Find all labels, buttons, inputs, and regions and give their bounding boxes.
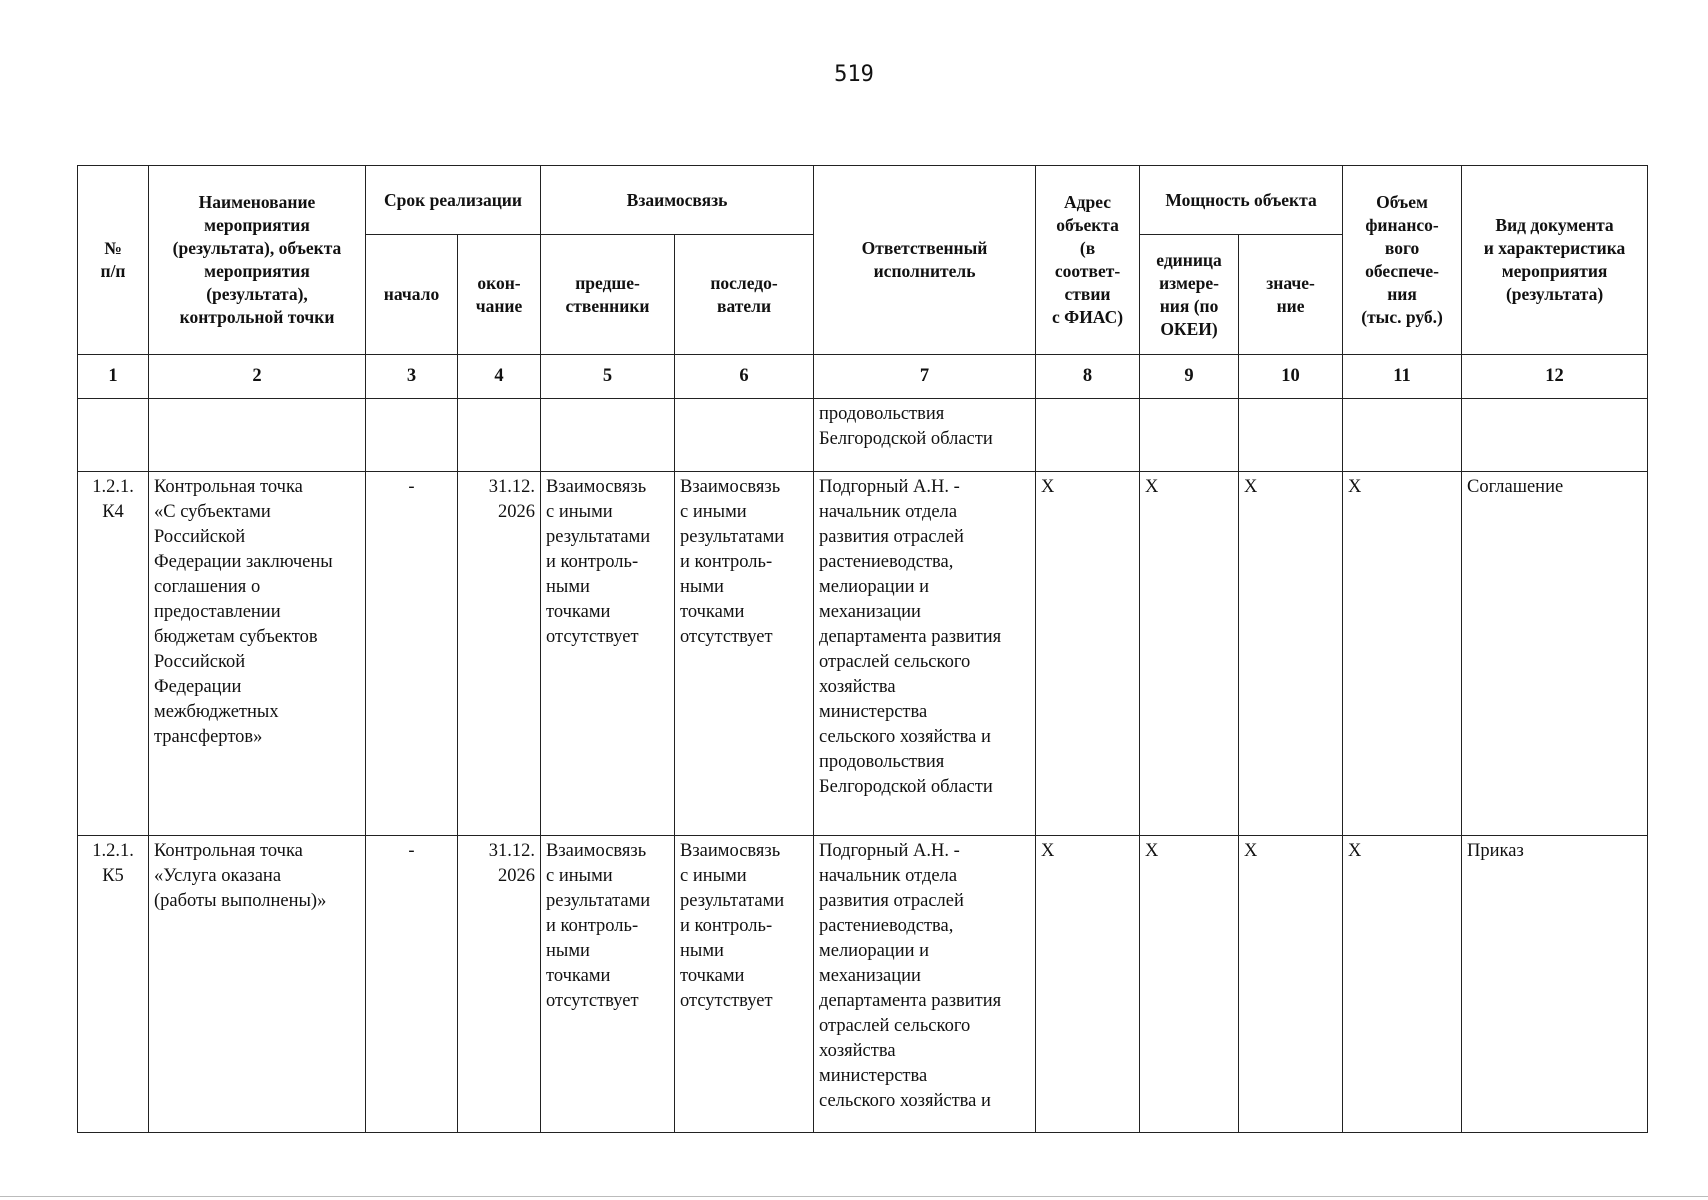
- column-number: 5: [541, 355, 675, 399]
- header-col-document: Вид документа и характеристика мероприятия (результата): [1462, 166, 1648, 355]
- cell-executor: Подгорный А.Н. - начальник отдела развития отраслей растениеводства, мелиорации и механизации департамента развития отраслей сельского хозяйства министерства сельского хозяйства и: [814, 836, 1036, 1133]
- column-number: 11: [1343, 355, 1462, 399]
- cell-end: 31.12. 2026: [458, 472, 541, 836]
- header-col-successors: последо- ватели: [675, 235, 814, 355]
- cell-address: X: [1036, 836, 1140, 1133]
- header-col-unit: единица измере- ния (по ОКЕИ): [1140, 235, 1239, 355]
- column-number: 7: [814, 355, 1036, 399]
- column-number: 6: [675, 355, 814, 399]
- cell-finance: X: [1343, 836, 1462, 1133]
- header-group-capacity: Мощность объекта: [1140, 166, 1343, 235]
- header-col-name: Наименование мероприятия (результата), объекта мероприятия (результата), контрольной точки: [149, 166, 366, 355]
- cell-successors: Взаимосвязь с иными результатами и контроль- ными точками отсутствует: [675, 836, 814, 1133]
- cell-predecessors: Взаимосвязь с иными результатами и контроль- ными точками отсутствует: [541, 836, 675, 1133]
- header-col-end: окон- чание: [458, 235, 541, 355]
- cell-no: 1.2.1. К5: [78, 836, 149, 1133]
- header-col-start: начало: [366, 235, 458, 355]
- table-row: [78, 399, 1648, 472]
- table-row: [78, 472, 1648, 836]
- header-col-predecessors: предше- ственники: [541, 235, 675, 355]
- column-number: 2: [149, 355, 366, 399]
- cell-predecessors: [541, 399, 675, 472]
- header-col-address: Адрес объекта (в соответ- ствии с ФИАС): [1036, 166, 1140, 355]
- header-col-value: значе- ние: [1239, 235, 1343, 355]
- cell-predecessors: Взаимосвязь с иными результатами и контроль- ными точками отсутствует: [541, 472, 675, 836]
- cell-name: Контрольная точка «Услуга оказана (работы выполнены)»: [149, 836, 366, 1133]
- header-col-executor: Ответственный исполнитель: [814, 166, 1036, 355]
- cell-document: Соглашение: [1462, 472, 1648, 836]
- column-number: 3: [366, 355, 458, 399]
- cell-value: [1239, 399, 1343, 472]
- cell-value: X: [1239, 836, 1343, 1133]
- cell-name: [149, 399, 366, 472]
- cell-successors: Взаимосвязь с иными результатами и контроль- ными точками отсутствует: [675, 472, 814, 836]
- cell-finance: X: [1343, 472, 1462, 836]
- page-bottom-rule: [0, 1196, 1708, 1197]
- cell-executor: Подгорный А.Н. - начальник отдела развития отраслей растениеводства, мелиорации и механизации департамента развития отраслей сельского хозяйства министерства сельского хозяйства и продовольствия Белгородской области: [814, 472, 1036, 836]
- cell-value: X: [1239, 472, 1343, 836]
- cell-no: 1.2.1. К4: [78, 472, 149, 836]
- header-col-finance: Объем финансо- вого обеспече- ния (тыс. руб.): [1343, 166, 1462, 355]
- cell-address: X: [1036, 472, 1140, 836]
- cell-start: -: [366, 836, 458, 1133]
- cell-executor: продовольствия Белгородской области: [814, 399, 1036, 472]
- cell-name: Контрольная точка «С субъектами Российской Федерации заключены соглашения о предоставлении бюджетам субъектов Российской Федерации межбюджетных трансфертов»: [149, 472, 366, 836]
- cell-start: -: [366, 472, 458, 836]
- cell-start: [366, 399, 458, 472]
- cell-document: [1462, 399, 1648, 472]
- cell-no: [78, 399, 149, 472]
- page-number: 519: [834, 62, 874, 87]
- column-number: 9: [1140, 355, 1239, 399]
- cell-address: [1036, 399, 1140, 472]
- cell-unit: [1140, 399, 1239, 472]
- column-number: 12: [1462, 355, 1648, 399]
- header-group-link: Взаимосвязь: [541, 166, 814, 235]
- cell-document: Приказ: [1462, 836, 1648, 1133]
- cell-unit: X: [1140, 836, 1239, 1133]
- plan-table: [77, 165, 1648, 1133]
- table-row: [78, 836, 1648, 1133]
- cell-end: 31.12. 2026: [458, 836, 541, 1133]
- column-number: 8: [1036, 355, 1140, 399]
- header-col-no: № п/п: [78, 166, 149, 355]
- column-number: 4: [458, 355, 541, 399]
- cell-end: [458, 399, 541, 472]
- cell-unit: X: [1140, 472, 1239, 836]
- column-number-row: [78, 355, 1648, 399]
- cell-successors: [675, 399, 814, 472]
- table-header: [78, 166, 1648, 399]
- header-group-term: Срок реализации: [366, 166, 541, 235]
- column-number: 1: [78, 355, 149, 399]
- column-number: 10: [1239, 355, 1343, 399]
- cell-finance: [1343, 399, 1462, 472]
